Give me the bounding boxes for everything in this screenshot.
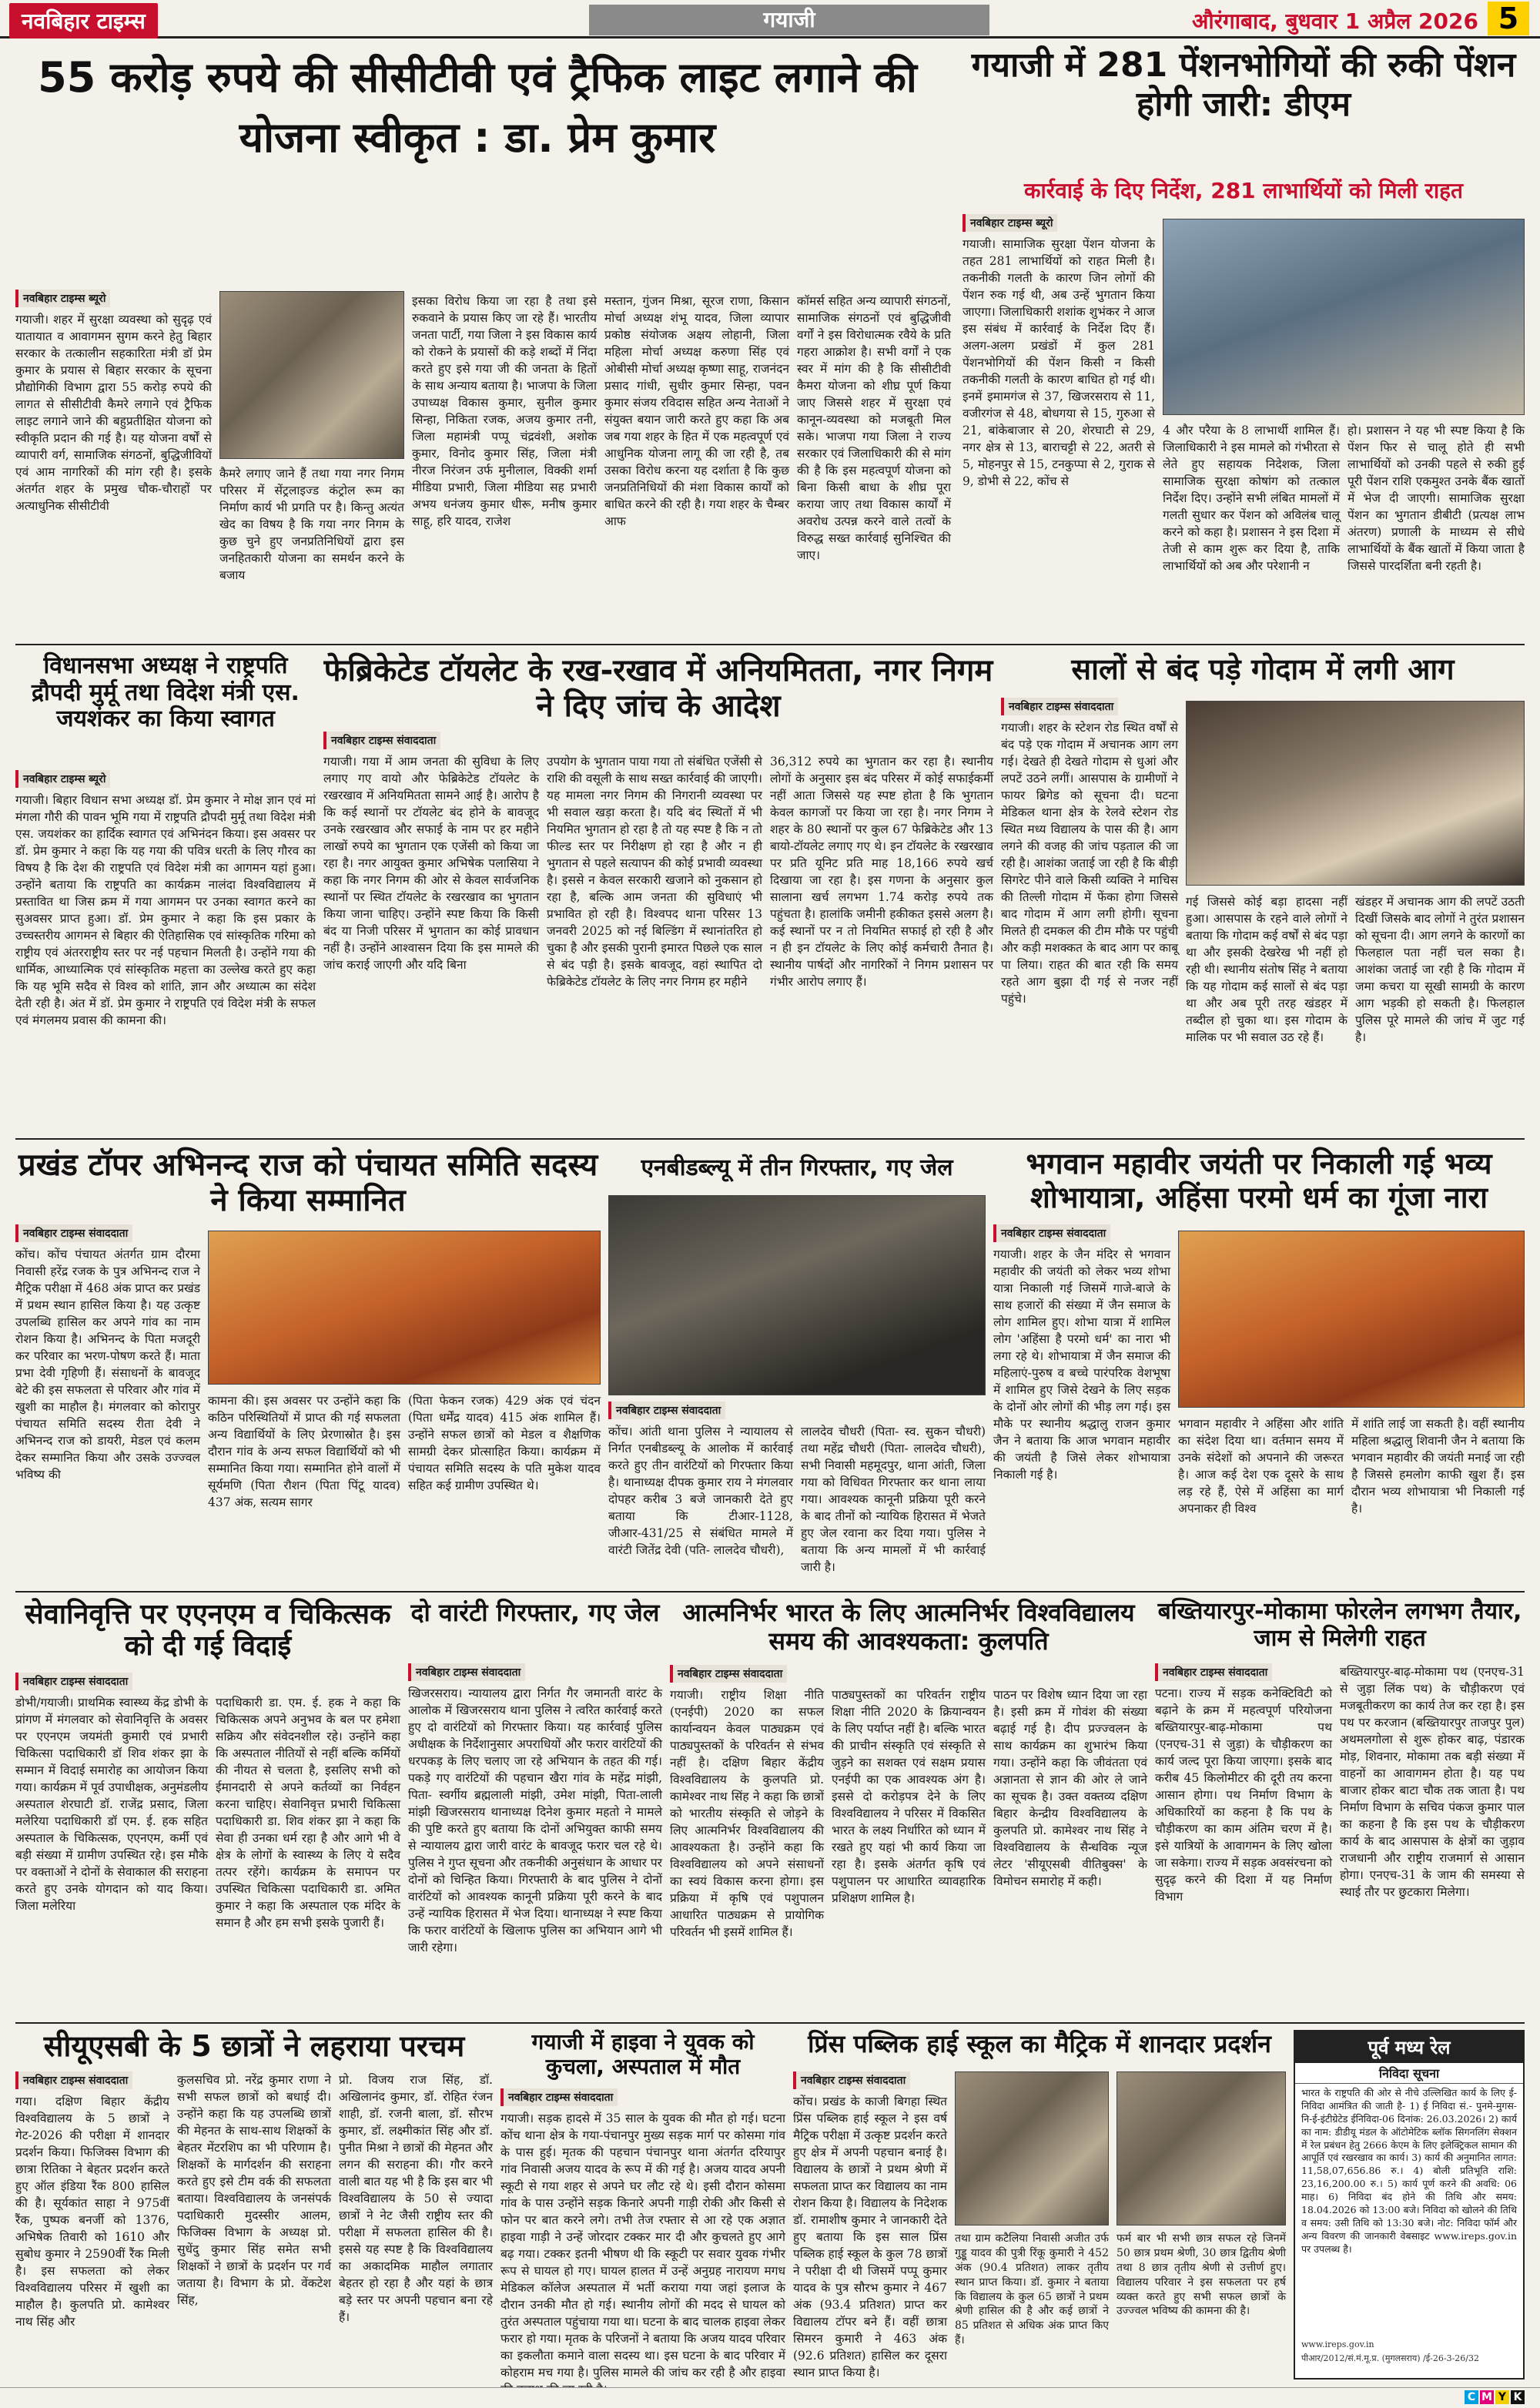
story6-col3: (पिता फेकन रजक) 429 अंक एवं चंदन (पिता धर्मेंद्र यादव) 415 अंक शामिल हैं। उन्होंने सफल छात्रों को मेडल व शैक्षणिक सामग्री देकर प्रोत्साहित किया। कार्यक्रम में पंचायत समिति सदस्य के पति मुकेश यादव सहित कई ग्रामीण उपस्थित थे।	[408, 1394, 601, 1492]
story15-photo-student2	[1116, 2071, 1286, 2225]
story10-byline: नवबिहार टाइम्स संवाददाता	[408, 1663, 525, 1681]
story13-byline: नवबिहार टाइम्स संवाददाता	[15, 2071, 132, 2089]
dateline: औरंगाबाद, बुधवार 1 अप्रैल 2026	[1191, 8, 1478, 34]
story8-col2: भगवान महावीर ने अहिंसा और शांति का संदेश दिया था। वर्तमान समय में उनके संदेशों को अपनाने की जरूरत है। आज कई देश एक दूसरे के साथ लड़ रहे हैं, ऐसे में अहिंसा का मार्ग अपनाकर ही विश्व	[1178, 1417, 1344, 1515]
story13-col1: गया। दक्षिण बिहार केंद्रीय विश्वविद्यालय के 5 छात्रों ने गेट-2026 की परीक्षा में शानदार प्रदर्शन किया। फिजिक्स विभाग की छात्रा रितिका ने बेहतर प्रदर्शन करते हुए ऑल इंडिया रैंक 800 हासिल की है। सूर्यकांत साहा ने 975वीं रैंक, पुष्पक बनर्जी को 1376, अभिषेक तिवारी को 1610 और सुबोध कुमार ने 2590वीं रैंक मिली है। इस सफलता को लेकर विश्वविद्यालय परिसर में खुशी का माहौल है। कुलपति प्रो. कामेश्वर नाथ सिंह और	[15, 2095, 169, 2329]
story5-headline: सालों से बंद पड़े गोदाम में लगी आग	[1071, 652, 1455, 686]
story8-col1: गयाजी। शहर के जैन मंदिर से भगवान महावीर की जयंती को लेकर भव्य शोभा यात्रा निकाली गई जिसमें गाजे-बाजे के साथ हजारों की संख्या में जैन समाज के लोग शामिल हुए। शोभा यात्रा में शामिल लोग 'अहिंसा है परमो धर्म' का नारा भी लगा रहे थे। शोभायात्रा में जैन समाज की महिलाएं-पुरुष व बच्चे पारंपरिक वेशभूषा में शामिल हुए जिसे देखने के लिए सड़क के दोनों ओर लोगों की भीड़ लग गई। इस मौके पर स्थानीय श्रद्धालु राजन कुमार जैन ने बताया कि आज भगवान महावीर की जयंती है जिसे लेकर शोभायात्रा निकाली गई है।	[993, 1248, 1170, 1482]
notice-website[interactable]: www.ireps.gov.in	[1301, 2339, 1374, 2349]
story2-subhead: कार्रवाई के दिए निर्देश, 281 लाभार्थियों को मिली राहत	[1024, 178, 1463, 203]
tender-notice	[1294, 2030, 1525, 2380]
story8-headline: भगवान महावीर जयंती पर निकाली गई भव्य शोभायात्रा, अहिंसा परमो धर्म का गूंजा नारा	[1026, 1147, 1492, 1214]
notice-body: भारत के राष्ट्रपति की ओर से नीचे उल्लिखित कार्य के लिए ई-निविदा आमंत्रित की जाती है- 1) ई निविदा सं.- पुनमे-मुगस-नि-ई-इंटीग्रेटेड ईनिविदा-06 दिनांक: 26.03.2026। 2) कार्य का नाम: डीडीयू मंडल के ऑटोमेटिक ब्लॉक सिगनलिंग सेक्शन में रेल प्रबंधन हेतु 2666 केएम के लिए इलेक्ट्रिकल सामान की आपूर्ति एवं रखरखाव का कार्य। 3) कार्य की अनुमानित लागत: 11,58,07,656.86 रु.। 4) बोली प्रतिभूति राशि: 23,16,200.00 रु.। 5) कार्य पूर्ण करने की अवधि: 06 माह। 6) निविदा बंद होने की तिथि और समय: 18.04.2026 को 13:00 बजे। निविदा को खोलने की तिथि व समय: उसी तिथि को 13:30 बजे। नोट: निविदा फॉर्म और अन्य विवरण की जानकारी वेबसाइट www.ireps.gov.in पर उपलब्ध है।	[1301, 2087, 1517, 2255]
story1-col1: गयाजी। शहर में सुरक्षा व्यवस्था को सुदृढ़ एवं यातायात व आवागमन सुगम करने हेतु बिहार सरकार के तत्कालीन सहकारिता मंत्री डॉ प्रेम कुमार के प्रयास से बिहार सरकार के सूचना प्रौद्योगिकी विभाग द्वारा 55 करोड़ रुपये की लागत से सीसीटीवी कैमरे लगाने एवं ट्रैफिक लाइट लगाने जाने की बहुप्रतीक्षित योजना को स्वीकृति प्रदान की गई है। यह योजना वर्षों से व्यापारी वर्ग, सामाजिक संगठनों, बुद्धिजीवियों एवं आम नागरिकों की मांग रही है। इसके अंतर्गत शहर के प्रमुख चौक-चौराहों पर अत्याधुनिक सीसीटीवी	[15, 313, 212, 513]
cmyk-y: Y	[1495, 2390, 1509, 2404]
page-footer	[0, 2387, 1540, 2408]
divider	[15, 2022, 1525, 2024]
story8-col3: में शांति लाई जा सकती है। वहीं स्थानीय महिला श्रद्धालु शिवानी जैन ने बताया कि भगवान महावीर की जयंती मनाई जा रही है जिससे हमलोग काफी खुश हैं। इस दौरान भव्य शोभायात्रा भी निकाली गई है।	[1351, 1417, 1525, 1515]
page-number: 5	[1488, 2, 1529, 35]
story2-col3: हो। प्रशासन ने यह भी स्पष्ट किया है कि पेंशन फिर से चालू होते ही सभी लाभार्थियों को उनकी पहले से रुकी हुई पूरी पेंशन राशि एकमुश्त उनके बैंक खातों में भेज दी जाएगी। सामाजिक सुरक्षा पेंशन का भुगतान डीबीटी (प्रत्यक्ष लाभ अंतरण) प्रणाली के माध्यम से सीधे लाभार्थियों के बैंक खातों में किया जाता है जिससे पारदर्शिता बनी रहती है।	[1348, 424, 1525, 573]
story15-byline-wrap	[793, 2071, 910, 2092]
section-label: गयाजी	[589, 5, 989, 35]
story1-headline: 55 करोड़ रुपये की सीसीटीवी एवं ट्रैफिक लाइट लगाने की योजना स्वीकृत : डा. प्रेम कुमार	[38, 53, 917, 162]
cmyk-c: C	[1465, 2390, 1478, 2404]
story5-col3: खंडहर में अचानक आग की लपटें उठती दिखीं जिसके बाद लोगों ने तुरंत प्रशासन को सूचना दी। आग लगने के कारणों का फिलहाल पता नहीं चल सका है। आशंका जताई जा रही है कि गोदाम में जमा कचरा या सूखी सामग्री के कारण आग भड़की हो सकती है। फिलहाल पुलिस पूरे मामले की जांच में जुट गई है।	[1355, 895, 1525, 1044]
story7-byline-wrap	[608, 1402, 725, 1422]
story6-byline-wrap	[15, 1224, 132, 1245]
story7-photo	[608, 1195, 986, 1395]
story4-col1: गयाजी। गया में आम जनता की सुविधा के लिए लगाए गए वायो और फेब्रिकेटेड टॉयलेट के रखरखाव में अनियमितता सामने आई है। आरोप है कि कई स्थानों पर टॉयलेट बंद होने के बावजूद उनके रखरखाव और सफाई के नाम पर हर महीने लाखों रुपये का भुगतान एक एजेंसी को किया जा रहा है। नगर आयुक्त कुमार अभिषेक पलासिया ने कहा कि नगर निगम की ओर से केवल सार्वजनिक स्थानों पर स्थित टॉयलेट के रखरखाव का भुगतान किया जाना चाहिए। उन्होंने स्पष्ट किया कि किसी बंद या निजी परिसर में भुगतान का कोई प्रावधान नहीं है। उन्होंने आश्वासन दिया कि इस मामले की जांच कराई जाएगी और यदि बिना	[323, 755, 539, 972]
story11-col2: पाठ्यपुस्तकों का परिवर्तन राष्ट्रीय शिक्षा नीति 2020 के क्रियान्वयन के लिए पर्याप्त नहीं है। बल्कि भारत की प्राचीन संस्कृति एवं संस्कृति से जुड़ने का सशक्त एवं सक्षम प्रयास एनईपी का एक आवश्यक अंग है। इससे दो करोड़पत्र देने के लिए विश्वविद्यालय ने परिसर में विकसित भारत के लक्ष्य निर्धारित को ध्यान में रखते हुए यहां भी कार्य किया जा रहा है। इसके अंतर्गत कृषि एवं पशुपालन पर आधारित व्यावहारिक प्रशिक्षण शामिल है।	[832, 1688, 986, 1905]
cmyk-m: M	[1480, 2390, 1494, 2404]
story1-col3: इसका विरोध किया जा रहा है तथा इसे रुकवाने के प्रयास किए जा रहे हैं। भारतीय जनता पार्टी, गया जिला ने इस विकास कार्य को रोकने के प्रयासों की कड़े शब्दों में निंदा करते हुए इसे गया जी की जनता के हितों के साथ अन्याय बताया है। भाजपा के जिला उपाध्यक्ष विकास कुमार, सुनील कुमार सिन्हा, निकिता रजक, अजय कुमार तनी, जिला महामंत्री पप्पू चंद्रवंशी, अशोक कुमार, विनोद कुमार सिंह, जिला मंत्री नीरज निरंजन उर्फ मुनीलाल, विक्की शर्मा मीडिया प्रभारी, जिला मीडिया सह प्रभारी अभय धनंजय कुमार धीरू, मनीष कुमार साहू, हरि यादव, राजेश	[412, 294, 597, 528]
story2-col2: 4 और परैया के 8 लाभार्थी शामिल हैं। जिलाधिकारी ने इस मामले को गंभीरता से लेते हुए सहायक निदेशक, जिला सामाजिक सुरक्षा कोषांग को तत्काल निर्देश दिए। उन्होंने सभी लंबित मामलों में गलती सुधार कर पेंशन को अविलंब चालू करने को कहा है। प्रशासन ने इस दिशा में तेजी से काम शुरू कर दिया है, ताकि लाभार्थियों को अब और परेशानी न	[1163, 424, 1340, 573]
story13-headline: सीयूएसबी के 5 छात्रों ने लहराया परचम	[43, 2029, 465, 2063]
story12-headline: बख्तियारपुर-मोकामा फोरलेन लगभग तैयार, जाम से मिलेगी राहत	[1157, 1598, 1522, 1652]
divider	[15, 1138, 1525, 1140]
story2-photo	[1163, 219, 1525, 415]
story14-col1: गयाजी। सड़क हादसे में 35 साल के युवक की मौत हो गई। घटना कोंच थाना क्षेत्र के गया-पंचानपुर मुख्य सड़क मार्ग पर कोसमा गांव के पास हुई। मृतक की पहचान पंचानपुर थाना अंतर्गत दरियापुर गांव निवासी अजय यादव के रूप में की गई है। अजय यादव अपनी स्कूटी से गया शहर से अपने घर लौट रहे थे। इसी दौरान कोसमा गांव के पास उन्होंने सड़क किनारे अपनी गाड़ी रोकी और किसी से फोन पर बात करने लगे। तभी तेज रफ्तार से आ रहे एक अज्ञात हाइवा गाड़ी ने उन्हें जोरदार टक्कर मार दी और कुचलते हुए आगे बढ़ गया। टक्कर इतनी भीषण थी कि स्कूटी पर सवार युवक गंभीर रूप से घायल हो गए। घायल हालत में उन्हें अनुग्रह नारायण मगध मेडिकल कॉलेज अस्पताल में भर्ती कराया गया जहां इलाज के दौरान उनकी मौत हो गई। स्थानीय लोगों की मदद से घायल को तुरंत अस्पताल पहुंचाया गया था। घटना के बाद चालक हाइवा लेकर फरार हो गया। मृतक के परिजनों ने बताया कि अजय यादव परिवार का इकलौता कमाने वाला सदस्य था। इस घटना के बाद परिवार में कोहराम मच गया है। पुलिस मामले की जांच कर रही है और हाइवा	[500, 2112, 785, 2380]
masthead	[0, 0, 1540, 39]
story11-byline: नवबिहार टाइम्स संवाददाता	[670, 1665, 787, 1683]
story1-col5: कॉमर्स सहित अन्य व्यापारी संगठनों, सामाजिक संगठनों एवं बुद्धिजीवी वर्गों ने इस विरोधात्मक रवैये के प्रति गहरा आक्रोश है। सभी वर्गों ने एक स्वर में मांग की है कि सीसीटीवी कैमरा योजना को शीघ्र पूर्ण किया जाए जिससे शहर में सुरक्षा एवं कानून-व्यवस्था को मजबूती मिल सके। भाजपा गया जिला ने राज्य सरकार एवं जिलाधिकारी की से मांग की है कि इस महत्वपूर्ण योजना को बिना किसी बाधा के शीघ्र पूरा कराया जाए तथा विकास कार्यों में अवरोध उत्पन्न करने वाले तत्वों के विरुद्ध सख्त कार्रवाई सुनिश्चित की जाए।	[797, 294, 951, 562]
story14-headline: गयाजी में हाइवा ने युवक को कुचला, अस्पताल में मौत	[531, 2029, 755, 2080]
story7-col1: कोंच। आंती थाना पुलिस ने न्यायालय से निर्गत एनबीडब्ल्यू के आलोक में कार्रवाई करते हुए तीन वारंटियों को गिरफ्तार किया है। थानाध्यक्ष दीपक कुमार राय ने मंगलवार दोपहर करीब 3 बजे जानकारी देते हुए बताया कि टीआर-1128, जीआर-431/25 से संबंधित मामले में वारंटी जितेंद्र देवी (पति- लालदेव चौधरी),	[608, 1425, 793, 1557]
story5-photo	[1186, 701, 1525, 886]
story11-col3: पाठन पर विशेष ध्यान दिया जा रहा है। इसी क्रम में गोवंश की संख्या बढ़ाई गई है। दीप प्रज्ज्वलन के साथ कार्यक्रम का शुभारंभ किया गया। उन्होंने कहा कि जीवंतता एवं अज्ञानता से ज्ञान की ओर ले जाने का सूचक है। उक्त वक्तव्य दक्षिण बिहार केन्द्रीय विश्वविद्यालय के कुलपति प्रो. कामेश्वर नाथ सिंह ने विश्वविद्यालय के सैन्धविक न्यूज लेटर 'सीयूएसबी वीतिबुक्स' के विमोचन समारोह में कही।	[993, 1688, 1147, 1888]
story12-col2: बख्तियारपुर-बाढ़-मोकामा पथ (एनएच-31 से जुड़ा लिंक पथ) के चौड़ीकरण एवं मजबूतीकरण का कार्य तेज कर रहा है। इस पथ पर करजान (बख्तियारपुर ताजपुर पुल) अथमलगोला से शुरू होकर बाढ़, पंडारक मोड़, शिवनार, मोकामा तक बड़ी संख्या में वाहनों का आवागमन होता है। यह पथ बाजार होकर बाटा चौक तक जाता है। पथ निर्माण विभाग के सचिव पंकज कुमार पाल का कहना है कि इस पथ के चौड़ीकरण कार्य के बाद आसपास के क्षेत्रों का जुड़ाव राजधानी और राष्ट्रीय राजमार्ग से आसान होगा। एनएच-31 के जाम की समस्या से स्थाई तौर पर छुटकारा मिलेगा।	[1340, 1665, 1525, 1899]
story5-byline: नवबिहार टाइम्स संवाददाता	[1001, 698, 1118, 715]
story13-byline-wrap	[15, 2071, 132, 2092]
story11-headline: आत्मनिर्भर भारत के लिए आत्मनिर्भर विश्वविद्यालय समय की आवश्यकता: कुलपति	[682, 1598, 1135, 1656]
divider	[15, 1591, 1525, 1592]
story15-photo-student1	[955, 2071, 1109, 2225]
story2-headline: गयाजी में 281 पेंशनभोगियों की रुकी पेंशन होगी जारी: डीएम	[971, 45, 1516, 124]
story9-byline: नवबिहार टाइम्स संवाददाता	[15, 1673, 132, 1690]
story4-byline-wrap	[323, 732, 440, 752]
story3-byline-wrap	[15, 770, 110, 791]
story6-col1: कोंच। कोंच पंचायत अंतर्गत ग्राम दौरमा निवासी हरेंद्र रजक के पुत्र अभिनन्द राज ने मैट्रिक परीक्षा में 468 अंक प्राप्त कर प्रखंड में प्रथम स्थान हासिल किया है। यह उत्कृष्ट उपलब्धि हासिल कर अपने गांव का नाम रोशन किया है। अभिनन्द के पिता मजदूरी कर परिवार का भरण-पोषण करते हैं। माता प्रभा देवी गृहिणी हैं। संसाधनों के बावजूद बेटे की इस सफलता से परिवार और गांव में खुशी का माहौल है। मंगलवार को कोरापुर पंचायत समिति सदस्य रीता देवी ने अभिनन्द राज को डायरी, मेडल एवं कलम देकर सम्मानित किया और उसके उज्ज्वल भविष्य की	[15, 1248, 200, 1482]
story2-byline-wrap	[962, 214, 1057, 235]
story11-byline-wrap	[670, 1665, 787, 1686]
story7-col2: लालदेव चौधरी (पिता- स्व. सुकन चौधरी) तथा महेंद्र चौधरी (पिता- लालदेव चौधरी), सभी निवासी महमूदपुर, थाना आंती, जिला गया को विधिवत गिरफ्तार कर थाना लाया गया। आवश्यक कानूनी प्रक्रिया पूरी करने के बाद तीनों को न्यायिक हिरासत में भेजते हुए जेल रवाना कर दिया गया। पुलिस ने बताया कि अन्य मामलों में भी कार्रवाई जारी है।	[801, 1425, 986, 1574]
story3-body: गयाजी। बिहार विधान सभा अध्यक्ष डॉ. प्रेम कुमार ने मोक्ष ज्ञान एवं मां मंगला गौरी की पावन भूमि गया में राष्ट्रपति द्रौपदी मुर्मू तथा विदेश मंत्री एस. जयशंकर का हार्दिक स्वागत एवं अभिनंदन किया। इस अवसर पर डॉ. प्रेम कुमार ने कहा कि यह गया की पवित्र धरती के लिए गौरव का विषय है कि देश की राष्ट्रपति एवं विदेश मंत्री का आगमन यहां हुआ। उन्होंने बताया कि राष्ट्रपति का कार्यक्रम नालंदा विश्वविद्यालय में प्रस्तावित था जिस क्रम में गया आगमन पर उनका स्वागत करने का सुअवसर प्राप्त हुआ। डॉ. प्रेम कुमार ने कहा कि इस प्रकार के उच्चस्तरीय आगमन से बिहार की ऐतिहासिक एवं सांस्कृतिक गरिमा को राष्ट्रीय एवं अंतरराष्ट्रीय स्तर पर नई पहचान मिलती है। उन्होंने गया की धार्मिक, आध्यात्मिक एवं सांस्कृतिक महत्ता का उल्लेख करते हुए कहा कि यह भूमि सदैव से विश्व को शांति, ज्ञान और अध्यात्म का संदेश देती रही है। अंत में डॉ. प्रेम कुमार ने राष्ट्रपति एवं विदेश मंत्री के सफल एवं मंगलमय प्रवास की कामना की।	[15, 793, 316, 1027]
story1-byline: नवबिहार टाइम्स ब्यूरो	[15, 290, 110, 307]
story15-col3: फर्म बार भी सभी छात्र सफल रहे जिनमें 50 छात्र प्रथम श्रेणी, 30 छात्र द्वितीय श्रेणी तथा 8 छात्र तृतीय श्रेणी से उत्तीर्ण हुए। विद्यालय परिवार ने इस सफलता पर हर्ष व्यक्त करते हुए सभी सफल छात्रों के उज्ज्वल भविष्य की कामना की है।	[1116, 2232, 1286, 2318]
story6-photo	[208, 1231, 601, 1385]
story7-headline: एनबीडब्ल्यू में तीन गिरफ्तार, गए जेल	[641, 1154, 953, 1181]
story8-byline-wrap	[993, 1224, 1110, 1245]
story6-byline: नवबिहार टाइम्स संवाददाता	[15, 1224, 132, 1242]
story15-col1: कोंच। प्रखंड के काजी बिगहा स्थित प्रिंस पब्लिक हाई स्कूल ने इस वर्ष मैट्रिक परीक्षा में उत्कृष्ट प्रदर्शन करते हुए क्षेत्र में अपनी पहचान बनाई है। विद्यालय के छात्रों ने प्रथम श्रेणी में सफलता प्राप्त कर विद्यालय का नाम रोशन किया है। विद्यालय के निदेशक डॉ. रामाशीष कुमार ने जानकारी देते हुए बताया कि इस साल प्रिंस पब्लिक हाई स्कूल के कुल 78 छात्रों ने परीक्षा दी थी जिसमें पप्पू कुमार यादव के पुत्र सौरभ कुमार ने 467 अंक (93.4 प्रतिशत) प्राप्त कर विद्यालय टॉपर बने हैं। वहीं छात्रा सिमरन कुमारी ने 463 अंक (92.6 प्रतिशत) हासिल कर दूसरा स्थान प्राप्त किया है।	[793, 2095, 947, 2380]
story3-headline: विधानसभा अध्यक्ष ने राष्ट्रपति द्रौपदी मुर्मू तथा विदेश मंत्री एस. जयशंकर का किया स्वागत	[32, 652, 300, 732]
story9-col2: पदाधिकारी डा. एम. ई. हक ने कहा कि चिकित्सक अपने अनुभव के बल पर हमेशा सक्रिय और संवेदनशील रहे। उन्होंने कहा कि अस्पताल नीतियों से नहीं बल्कि कर्मियों की नीयत से चलता है, इसलिए सभी को ईमानदारी से अपने कर्तव्यों का निर्वहन करना चाहिए। सेवानिवृत्त प्रभारी चिकित्सा पदाधिकारी डा. शिव शंकर झा ने कहा कि सेवा ही उनका धर्म रहा है और आगे भी वे क्षेत्र के लोगों के स्वास्थ्य के लिए ये सदैव तत्पर रहेंगे। कार्यक्रम के समापन पर उपस्थित चिकित्सा पदाधिकारी डा. अमित कुमार ने कहा कि अस्पताल एक मंदिर के समान है और हम सभी इसके पुजारी हैं।	[216, 1696, 400, 1930]
story5-col1: गयाजी। शहर के स्टेशन रोड स्थित वर्षों से बंद पड़े एक गोदाम में अचानक आग लग गई। देखते ही देखते गोदाम से धुआं और लपटें उठने लगीं। आसपास के ग्रामीणों ने फायर ब्रिगेड को सूचना दी। घटना मेडिकल थाना क्षेत्र के रेलवे स्टेशन रोड स्थित मध्य विद्यालय के पास की है। आग लगने की वजह की जांच पड़ताल की जा रही है। आशंका जताई जा रही है कि बीड़ी सिगरेट पीने वाले किसी व्यक्ति ने माचिस की तिल्ली गोदाम में फेंका होगा जिससे बाद गोदाम में आग लगी होगी। सूचना मिलते ही दमकल की टीम मौके पर पहुंची और कड़ी मशक्कत के बाद आग पर काबू पा लिया। राहत की बात रही कि समय रहते आग बुझा दी गई से नजर नहीं पहुंचे।	[1001, 721, 1178, 1006]
story9-col1: डोभी/गयाजी। प्राथमिक स्वास्थ्य केंद्र डोभी के प्रांगण में मंगलवार को सेवानिवृत्ति के अवसर पर एएनएम जयमंती कुमारी एवं प्रभारी चिकित्सा पदाधिकारी डॉ शिव शंकर झा के सम्मान में विदाई समारोह का आयोजन किया गया। कार्यक्रम में पूर्व उपाधीक्षक, अनुमंडलीय अस्पताल शेरघाटी डॉ. राजेंद्र प्रसाद, जिला मलेरिया पदाधिकारी डॉ एम. ई. हक सहित अस्पताल के चिकित्सक, एएनएम, कर्मी एवं बड़ी संख्या में ग्रामीण उपस्थित रहे। इस मौके पर वक्ताओं ने दोनों के सेवाकाल की सराहना करते हुए उनके योगदान को याद किया। जिला मलेरिया	[15, 1696, 208, 1913]
notice-title: निविदा सूचना	[1295, 2063, 1523, 2084]
story12-col1: पटना। राज्य में सड़क कनेक्टिविटी को बढ़ाने के क्रम में महत्वपूर्ण परियोजना बख्तियारपुर-बाढ़-मोकामा पथ (एनएच-31 से जुड़ा) के चौड़ीकरण का कार्य जल्द पूरा किया जाएगा। इसके बाद करीब 45 किलोमीटर की दूरी तय करना आसान होगा। पथ निर्माण विभाग के अधिकारियों का कहना है कि पथ के चौड़ीकरण का काम अंतिम चरण में है। इसे यात्रियों के आवागमन के लिए खोला जा सकेगा। राज्य में सड़क अवसंरचना को सुदृढ़ करने की दिशा में यह निर्माण विभाग	[1155, 1686, 1332, 1904]
story2-col1: गयाजी। सामाजिक सुरक्षा पेंशन योजना के तहत 281 लाभार्थियों को राहत मिली है। तकनीकी गलती के कारण जिन लोगों की पेंशन रुक गई थी, अब उन्हें भुगतान किया जाएगा। जिलाधिकारी शशांक शुभंकर ने आज इस संबंध में कार्रवाई के निर्देश दिए हैं। अलग-अलग प्रखंडों में कुल 281 पेंशनभोगियों की पेंशन किसी न किसी तकनीकी गलती के कारण बाधित हो गई थी। इनमें इमामगंज से 37, खिजरसराय से 11, वजीरगंज से 48, बोधगया से 15, गुरुआ से 21, बांकेबाजार से 20, शेरघाटी से 29, नगर क्षेत्र से 13, बाराचट्टी से 22, अतरी से 5, मोहनपुर से 15, टनकुप्पा से 2, गुराक से 9, डोभी से 22, कोंच से	[962, 237, 1155, 488]
story6-col2: कामना की। इस अवसर पर उन्होंने कहा कि कठिन परिस्थितियों में प्राप्त की गई सफलता अन्य विद्यार्थियों के लिए प्रेरणास्रोत है। इस दौरान गांव के अन्य सफल विद्यार्थियों को भी सम्मानित किया गया। सम्मानित होने वालों में सूर्यमणि (पिता रौशन (पिता पिंटू यादव) 437 अंक, सत्यम सागर	[208, 1394, 400, 1509]
story1-col4: मस्तान, गुंजन मिश्रा, सूरज राणा, किसान मोर्चा अध्यक्ष शंभू यादव, जिला व्यापार प्रकोष्ठ संयोजक अक्षय लोहानी, जिला महिला मोर्चा अध्यक्ष करुणा सिंह एवं ओबीसी मोर्चा अध्यक्ष कृष्णा साहू, राजनंदन प्रसाद गांधी, सुधीर कुमार सिन्हा, पवन कुमार संजय रविदास सहित अन्य नेताओं ने संयुक्त बयान जारी करते हुए कहा कि अब जब गया शहर के हित में एक महत्वपूर्ण एवं आधुनिक योजना लागू की जा रही है, तब उसका विरोध करना यह दर्शाता है कि कुछ जनप्रतिनिधियों की मंशा विकास कार्यों को बाधित करने की रही है। गया शहर के चैम्बर आफ	[604, 294, 789, 528]
story2-byline: नवबिहार टाइम्स ब्यूरो	[962, 214, 1057, 232]
story4-byline: नवबिहार टाइम्स संवाददाता	[323, 732, 440, 749]
divider	[15, 644, 1525, 645]
story12-byline: नवबिहार टाइम्स संवाददाता	[1155, 1663, 1272, 1681]
newspaper-name: नवबिहार टाइम्स	[9, 3, 158, 39]
story10-headline: दो वारंटी गिरफ्तार, गए जेल	[410, 1598, 660, 1627]
story14-byline-wrap	[500, 2088, 618, 2109]
story15-byline: नवबिहार टाइम्स संवाददाता	[793, 2071, 910, 2089]
story5-byline-wrap	[1001, 698, 1118, 718]
story5-photo-caption: गई जिससे कोई बड़ा हादसा नहीं हुआ। आसपास के रहने वाले लोगों ने बताया कि गोदाम कई वर्षों से बंद पड़ा था और इसकी देखरेख भी नहीं हो रही थी। स्थानीय संतोष सिंह ने बताया कि यह गोदाम कई सालों से बंद पड़ा था और अब पूरी तरह खंडहर में तब्दील हो चुका था। इस गोदाम के मालिक पर भी सवाल उठ रहे हैं।	[1186, 895, 1348, 1044]
story10-col1: खिजरसराय। न्यायालय द्वारा निर्गत गैर जमानती वारंट के आलोक में खिजरसराय थाना पुलिस ने त्वरित कार्रवाई करते हुए दो वारंटियों को गिरफ्तार किया। यह कार्रवाई पुलिस अधीक्षक के निर्देशानुसार अपराधियों और फरार वारंटियों की धरपकड़ के लिए चलाए जा रहे अभियान के तहत की गई। पकड़े गए वारंटियों की पहचान खैरा गांव के महेंद्र मांझी, पिता- स्वर्गीय ब्रह्मलाली मांझी, उमेश मांझी, पिता-लाली मांझी खिजरसराय थानाध्यक्ष दिनेश कुमार महतो ने मामले की पुष्टि करते हुए बताया कि दोनों अभियुक्त काफी समय से न्यायालय द्वारा जारी वारंट के बावजूद फरार चल रहे थे। पुलिस ने गुप्त सूचना और तकनीकी अनुसंधान के आधार पर दोनों को चिन्हित किया। गिरफ्तारी के बाद पुलिस ने दोनों वारंटियों को आवश्यक कानूनी प्रक्रिया पूरी करने के बाद उन्हें न्यायिक हिरासत में भेज दिया। थानाध्यक्ष ने स्पष्ट किया कि फरार वारंटियों के खिलाफ पुलिस का अभियान आगे भी जारी रहेगा।	[408, 1686, 662, 1954]
story10-byline-wrap	[408, 1663, 525, 1684]
story4-headline: फेब्रिकेटेड टॉयलेट के रख-रखाव में अनियमितता, नगर निगम ने दिए जांच के आदेश	[323, 653, 993, 724]
story6-headline: प्रखंड टॉपर अभिनन्द राज को पंचायत समिति सदस्य ने किया सम्मानित	[18, 1147, 598, 1218]
story9-byline-wrap	[15, 1673, 132, 1693]
story15-photo-caption: तथा ग्राम कटैलिया निवासी अजीत उर्फ गुड्डू यादव की पुत्री रिंकू कुमारी ने 452 अंक (90.4 प्रतिशत) लाकर तृतीय स्थान प्राप्त किया। डॉ. कुमार ने बताया कि विद्यालय के कुल 65 छात्रों ने प्रथम श्रेणी हासिल की है और कई छात्रों ने 85 प्रतिशत से अधिक अंक प्राप्त किए हैं।	[955, 2232, 1109, 2347]
story4-col2: उपयोग के भुगतान पाया गया तो संबंधित एजेंसी से राशि की वसूली के साथ सख्त कार्रवाई की जाएगी। यह मामला नगर निगम की निगरानी व्यवस्था पर भी सवाल खड़ा करता है। यदि बंद स्थितों में भी नियमित भुगतान हो रहा है तो यह स्पष्ट है कि न तो फील्ड स्तर पर निरीक्षण हो रहा है और न ही भुगतान से पहले सत्यापन की कोई प्रभावी व्यवस्था है। इससे न केवल सरकारी खजाने को नुकसान हो रहा है, बल्कि आम जनता की सुविधाएं भी प्रभावित हो रही है। विश्वपद थाना परिसर 13 जनवरी 2025 को नई बिल्डिंग में स्थानांतरित हो चुका है और इसकी पुरानी इमारत पिछले एक साल से बंद पड़ी है। इसके बावजूद, वहां स्थापित दो फेब्रिकेटेड टॉयलेट के लिए नगर निगम हर महीने	[547, 755, 762, 989]
cmyk-k: K	[1511, 2390, 1525, 2404]
story13-col2: कुलसचिव प्रो. नरेंद्र कुमार राणा ने सभी सफल छात्रों को बधाई दी। उन्होंने कहा कि यह उपलब्धि छात्रों की मेहनत के साथ-साथ शिक्षकों के बेहतर मेंटरशिप का भी परिणाम है। शिक्षकों के मार्गदर्शन की सराहना करते हुए इसे टीम वर्क की सफलता बताया। विश्वविद्यालय के जनसंपर्क पदाधिकारी मुदस्सीर आलम, फिजिक्स विभाग के अध्यक्ष प्रो. सुधेंदु कुमार सिंह समेत सभी शिक्षकों ने छात्रों के प्रदर्शन पर गर्व जताया है। विभाग के प्रो. वेंकटेश सिंह,	[177, 2073, 331, 2307]
story15-headline: प्रिंस पब्लिक हाई स्कूल का मैट्रिक में शानदार प्रदर्शन	[808, 2029, 1271, 2058]
story7-byline: नवबिहार टाइम्स संवाददाता	[608, 1402, 725, 1419]
story1-byline-wrap	[15, 290, 110, 310]
story8-photo	[1178, 1231, 1525, 1408]
story1-photo-caption: कैमरे लगाए जाने हैं तथा गया नगर निगम परिसर में सेंट्रलाइज्ड कंट्रोल रूम का निर्माण कार्य भी प्रगति पर है। किन्तु अत्यंत खेद का विषय है कि गया नगर निगम के कुछ चुने हुए जनप्रतिनिधियों द्वारा इस जनहितकारी योजना का समर्थन करने के बजाय	[219, 467, 404, 582]
notice-footer: पीआर/2012/सं.मं.मू.प्र. (मुगलसराय) /ई-26-3-26/32	[1301, 2353, 1480, 2363]
cmyk-marks	[1463, 2390, 1525, 2404]
story14-byline: नवबिहार टाइम्स संवाददाता	[500, 2088, 618, 2106]
story1-photo	[219, 291, 404, 459]
story8-byline: नवबिहार टाइम्स संवाददाता	[993, 1224, 1110, 1242]
story12-byline-wrap	[1155, 1663, 1272, 1684]
story3-byline: नवबिहार टाइम्स ब्यूरो	[15, 770, 110, 788]
story11-col1: गयाजी। राष्ट्रीय शिक्षा नीति (एनईपी) 2020 का सफल कार्यान्वयन केवल पाठ्यक्रम एवं पाठ्यपुस्तकों के परिवर्तन से संभव नहीं है। दक्षिण बिहार केंद्रीय विश्वविद्यालय के कुलपति प्रो. कामेश्वर नाथ सिंह ने कहा कि छात्रों को भारतीय संस्कृति से जोड़ने के लिए आत्मनिर्भर विश्वविद्यालय की आवश्यकता है। उन्होंने कहा कि विश्वविद्यालय को अपने संसाधनों का स्वयं विकास करना होगा। इस प्रक्रिया में कृषि एवं पशुपालन आधारित पाठ्यक्रम से प्रायोगिक परिवर्तन भी इसमें शामिल हैं।	[670, 1688, 824, 1939]
notice-railway-name: पूर्व मध्य रेल	[1295, 2031, 1523, 2063]
story9-headline: सेवानिवृत्ति पर एएनएम व चिकित्सक को दी गई विदाई	[25, 1599, 391, 1663]
story13-col3: प्रो. विजय राज सिंह, डॉ. अखिलानंद कुमार, डॉ. रोहित रंजन शाही, डॉ. रजनी बाला, डॉ. सौरभ कुमार, डॉ. लक्ष्मीकांत सिंह और डॉ. पुनीत मिश्रा ने छात्रों की मेहनत और लगन की सराहना की। गौर करने वाली बात यह भी है कि इस बार भी विश्वविद्यालय के 50 से ज्यादा छात्रों ने नेट जैसी राष्ट्रीय स्तर की परीक्षा में सफलता हासिल की है। इससे यह स्पष्ट है कि विश्वविद्यालय का अकादमिक माहौल लगातार बेहतर हो रहा है और यहां के छात्र बड़े स्तर पर अपनी पहचान बना रहे हैं।	[339, 2073, 493, 2324]
story4-col3: 36,312 रुपये का भुगतान कर रहा है। स्थानीय लोगों के अनुसार इस बंद परिसर में कोई सफाईकर्मी नहीं आता जिससे यह स्पष्ट होता है कि भुगतान केवल कागजों पर किया जा रहा है। नगर निगम ने शहर के 80 स्थानों पर कुल 67 फेब्रिकेटेड और 13 बायो-टॉयलेट लगाए गए थे। इन टॉयलेट के रखरखाव पर प्रति यूनिट प्रति माह 18,166 रुपये खर्च दिखाया जा रहा है। इस गणना के अनुसार कुल सालाना खर्च लगभग 1.74 करोड़ रुपये तक पहुंचता है। हालांकि जमीनी हकीकत इससे अलग है। कई स्थानों पर न तो नियमित सफाई हो रही है और न ही इन टॉयलेट के लिए कोई कर्मचारी तैनात है। स्थानीय पार्षदों और नागरिकों ने निगम प्रशासन पर गंभीर आरोप लगाए हैं।	[770, 755, 993, 989]
